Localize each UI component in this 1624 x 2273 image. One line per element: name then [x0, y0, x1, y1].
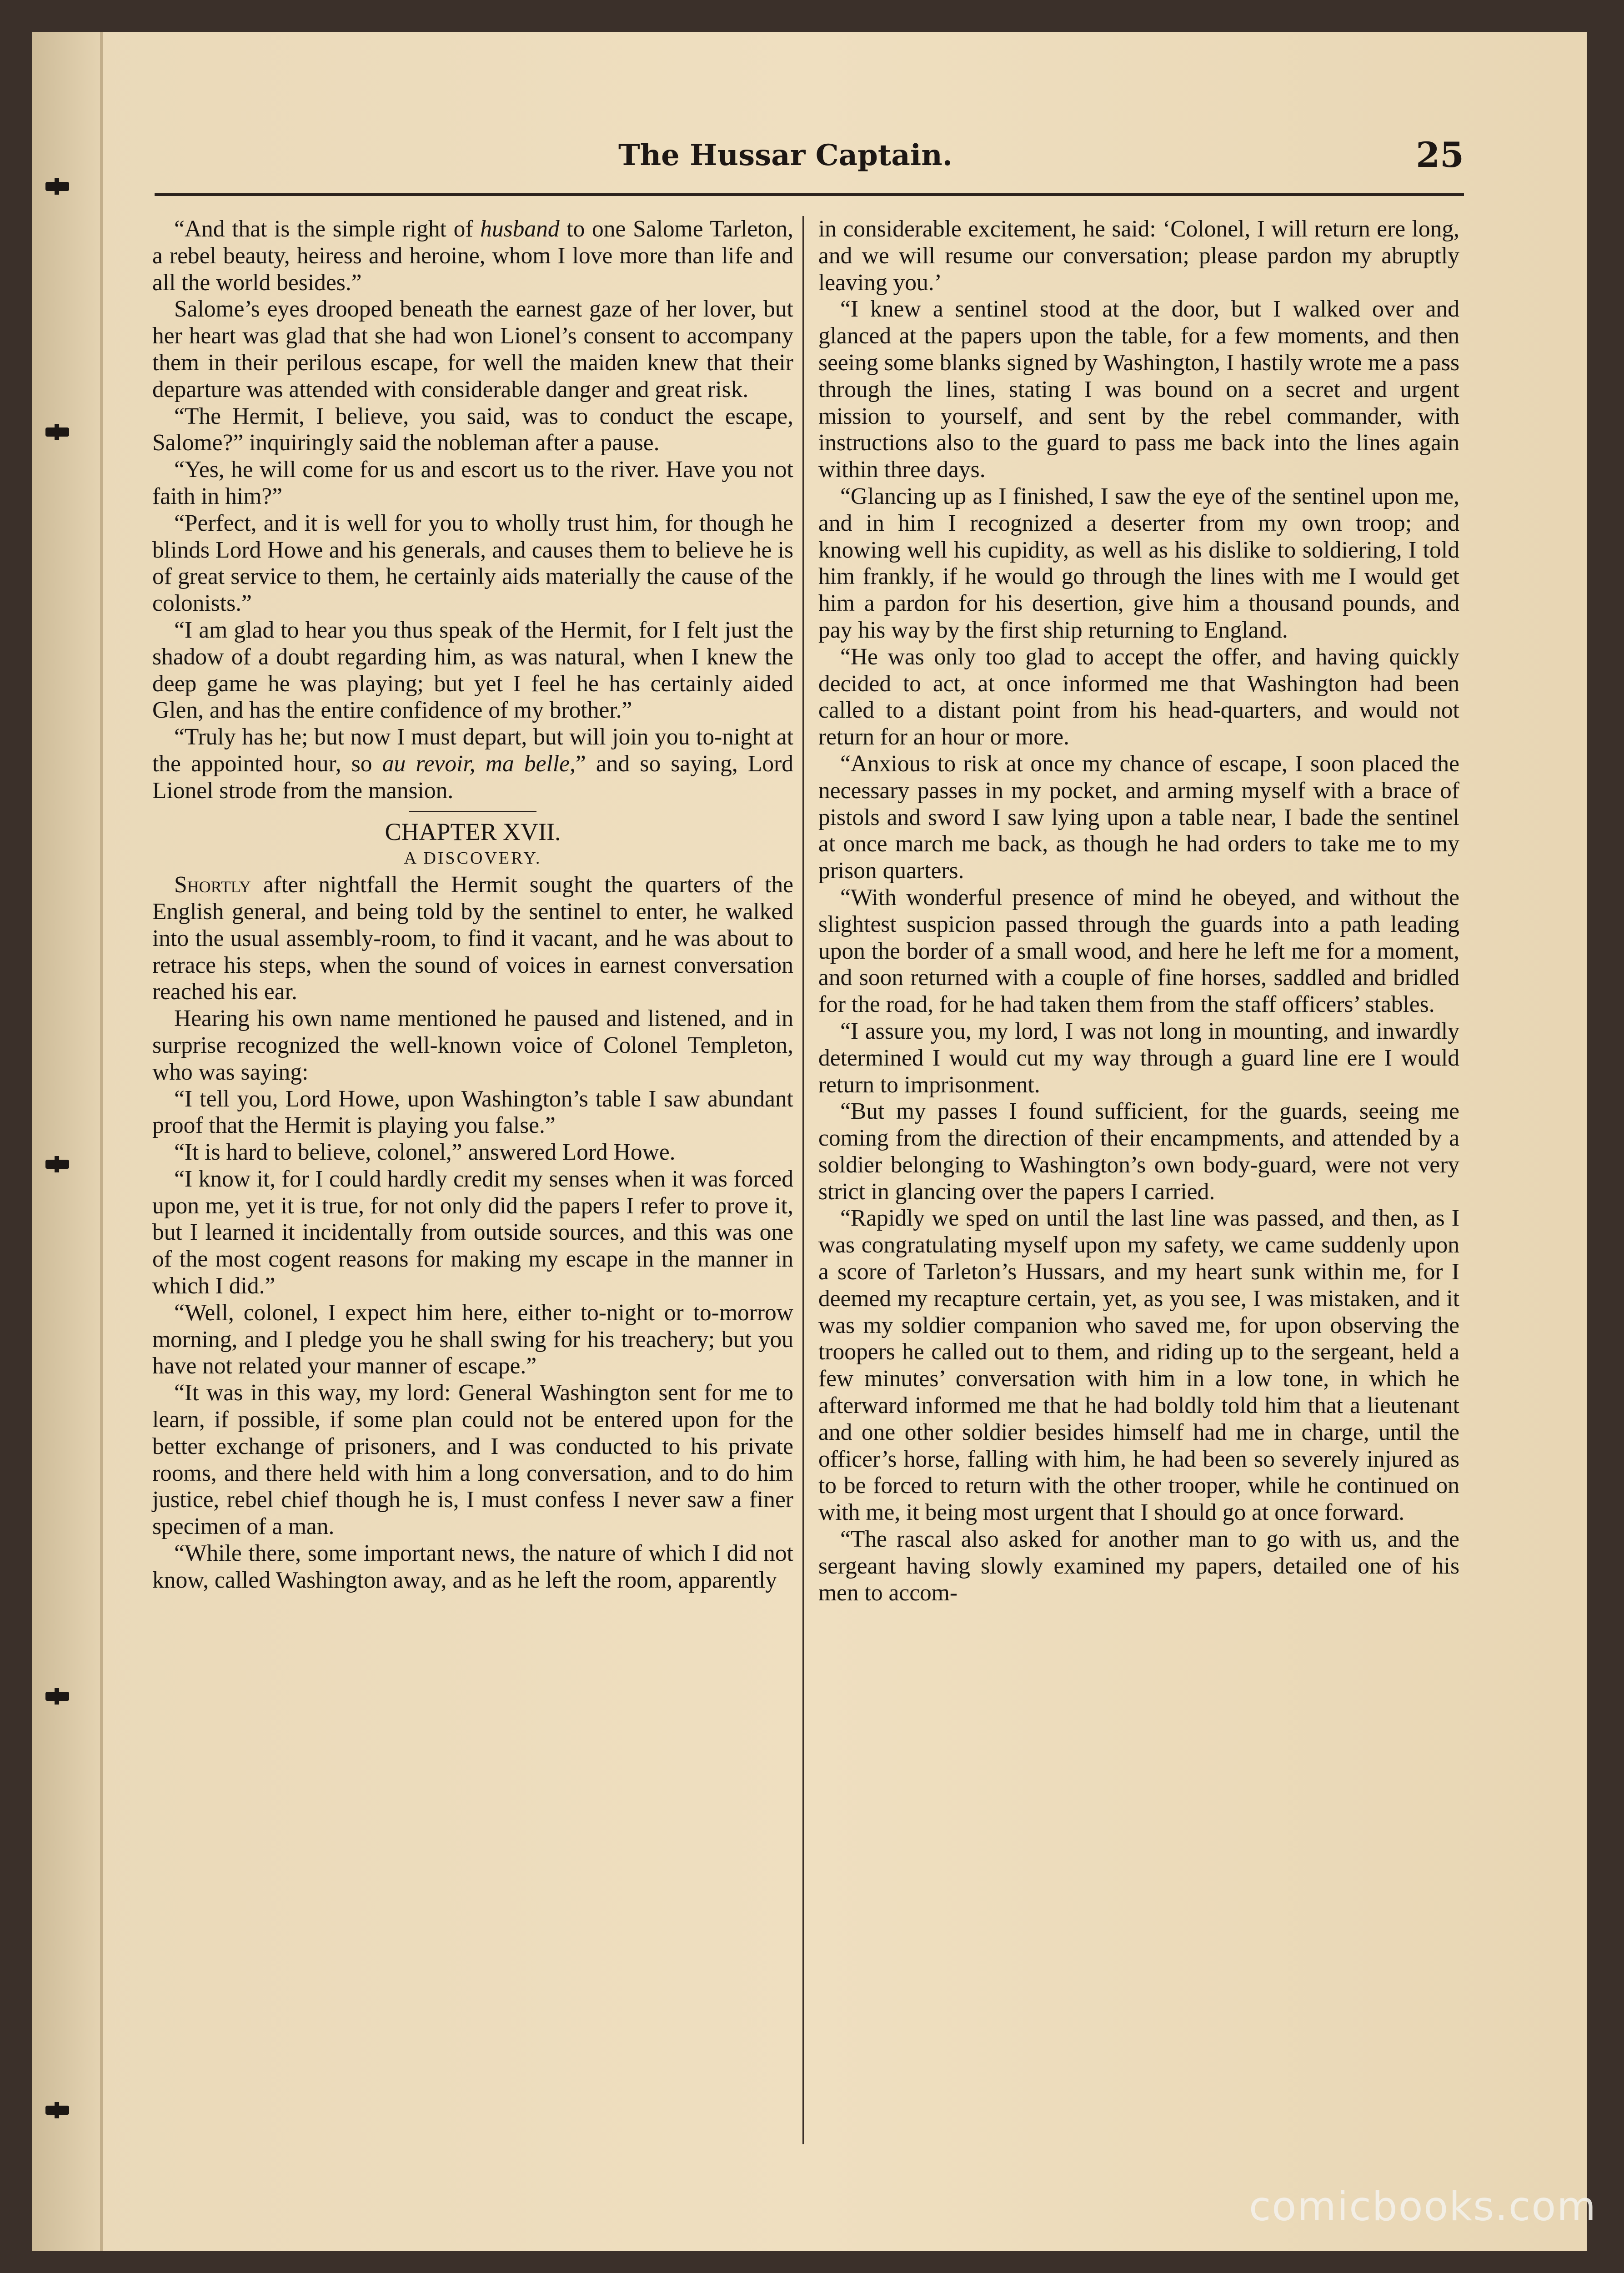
watermark: comicbooks.com: [1248, 2183, 1597, 2230]
left-column: [152, 216, 793, 1594]
running-head: The Hussar Captain.: [618, 138, 952, 172]
chapter-rule: [409, 811, 536, 812]
paragraph: “I tell you, Lord Howe, upon Washington’s table I saw abundant proof that the Hermit is playing you false.”: [152, 1086, 793, 1139]
paragraph: “But my passes I found sufficient, for the guards, seeing me coming from the direction of their encampments, and attended by a soldier belonging to Washington’s own body-guard, were not very strict in glancing over the papers I carried.: [818, 1098, 1459, 1205]
paragraph: Salome’s eyes drooped beneath the earnest gaze of her lover, but her heart was glad that she had won Lionel’s consent to accompany them in their perilous escape, for well the maiden knew that their departure was attended with considerable danger and great risk.: [152, 296, 793, 402]
paragraph: “It is hard to believe, colonel,” answered Lord Howe.: [174, 1139, 676, 1166]
paragraph: “Glancing up as I finished, I saw the eye of the sentinel upon me, and in him I recognized a deserter from my own troop; and knowing well his cupidity, as well as his dislike to soldiering, I told him frankly, if he would go through the lines with me I would get him a pardon for his desertion, give him a thousand pounds, and pay his way by the first ship returning to England.: [818, 483, 1459, 643]
paragraph: “It was in this way, my lord: General Washington sent for me to learn, if possible, if some plan could not be entered upon for the better exchange of prisoners, and I was conducted to his private rooms, and there held with him a long conversation, and to do him justice, rebel chief though he is, I must confess I never saw a finer specimen of a man.: [152, 1380, 793, 1540]
paragraph: “I knew a sentinel stood at the door, but I walked over and glanced at the papers upon the table, for a few moments, and then seeing some blanks signed by Washington, I hastily wrote me a pass through the lines, stating I was bound on a secret and urgent mission to yourself, and sent by the rebel commander, with instructions also to the guard to pass me back into the lines again within three days.: [818, 296, 1459, 483]
paragraph: “I know it, for I could hardly credit my senses when it was forced upon me, yet it is true, for not only did the papers I refer to prove it, but I learned it incidentally from outside sources, and this was one of the most cogent reasons for making my escape in the manner in which I did.”: [152, 1166, 793, 1299]
paragraph: Shortly after nightfall the Hermit sought the quarters of the English general, and being told by the sentinel to enter, he walked into the usual assembly-room, to find it vacant, and he was about to retrace his steps, when the sound of voices in earnest conversation reached his ear.: [152, 872, 793, 1005]
lead-word: Shortly: [174, 872, 251, 898]
binding-stitch: [45, 1692, 69, 1701]
paragraph: “With wonderful presence of mind he obeyed, and without the slightest suspicion passed through the guards into a path leading upon the border of a small wood, and here he left me for a moment, and soon returned with a couple of fine horses, saddled and bridled for the road, for he had taken them from the staff officers’ stables.: [818, 884, 1459, 1018]
paragraph: “Yes, he will come for us and escort us to the river. Have you not faith in him?”: [152, 457, 793, 509]
paragraph: “While there, some important news, the nature of which I did not know, called Washington away, and as he left the room, apparently: [152, 1540, 793, 1593]
paragraph: “The Hermit, I believe, you said, was to conduct the escape, Salome?” inquiringly said the nobleman after a pause.: [152, 403, 793, 456]
paragraph: “Truly has he; but now I must depart, but will join you to-night at the appointed hour, so au revoir, ma belle,” and so saying, Lord Lionel strode from the mansion.: [152, 724, 794, 804]
binding-stitch: [45, 427, 69, 437]
paragraph: “And that is the simple right of husband to one Salome Tarleton, a rebel beauty, heiress and heroine, whom I love more than life and all the world besides.”: [152, 216, 793, 296]
right-column: [818, 216, 1459, 1606]
binding-stitch: [45, 182, 69, 191]
chapter-title: CHAPTER XVII.: [385, 818, 561, 845]
paragraph: “Anxious to risk at once my chance of escape, I soon placed the necessary passes in my pocket, and arming myself with a brace of pistols and sword I saw lying upon a table near, I bade the sentinel at once march me back, as though he had orders to take me to my prison quarters.: [818, 750, 1459, 884]
paragraph: “Well, colonel, I expect him here, either to-night or to-morrow morning, and I pledge you he shall swing for his treachery; but you have not related your manner of escape.”: [152, 1299, 793, 1379]
paragraph: Hearing his own name mentioned he paused and listened, and in surprise recognized the well-known voice of Colonel Templeton, who was saying:: [152, 1006, 793, 1085]
paragraph: in considerable excitement, he said: ‘Colonel, I will return ere long, and we will resume our conversation; please pardon my abruptly leaving you.’: [818, 216, 1459, 296]
paragraph: “He was only too glad to accept the offer, and having quickly decided to act, at once informed me that Washington had been called to a distant point from his head-quarters, and would not return for an hour or more.: [818, 644, 1459, 750]
page-number: 25: [1416, 135, 1464, 175]
header-rule: [155, 193, 1464, 196]
paragraph: “I am glad to hear you thus speak of the Hermit, for I felt just the shadow of a doubt regarding him, as was natural, when I knew the deep game he was playing; but yet I feel he has certainly aided Glen, and has the entire confidence of my brother.”: [152, 617, 793, 724]
paragraph: “Perfect, and it is well for you to wholly trust him, for though he blinds Lord Howe and his generals, and causes them to believe he is of great service to them, he certainly aids materially the cause of the colonists.”: [152, 510, 793, 617]
column-divider: [802, 216, 804, 2144]
binding-stitch: [45, 2106, 69, 2115]
chapter-subtitle: A DISCOVERY.: [404, 849, 542, 868]
binding-gutter: [32, 32, 103, 2251]
paragraph: “I assure you, my lord, I was not long in mounting, and inwardly determined I would cut my way through a guard line ere I would return to imprisonment.: [818, 1018, 1459, 1098]
paragraph: “The rascal also asked for another man to go with us, and the sergeant having slowly examined my papers, detailed one of his men to accom-: [818, 1526, 1459, 1606]
paragraph: “Rapidly we sped on until the last line was passed, and then, as I was congratulating myself upon my safety, we came suddenly upon a score of Tarleton’s Hussars, and my heart sunk within me, for I deemed my recapture certain, yet, as you see, I was mistaken, and it was my soldier companion who saved me, for upon observing the troopers he called out to them, and riding up to the sergeant, held a few minutes’ conversation with him in a low tone, in which he afterward informed me that he had boldly told him that a lieutenant and one other soldier besides himself had me in charge, until the officer’s horse, falling with him, he had been so severely injured as to be forced to return with the other trooper, while he continued on with me, it being most urgent that I should go at once forward.: [818, 1205, 1459, 1526]
page-header: [155, 132, 1464, 182]
binding-stitch: [45, 1160, 69, 1169]
